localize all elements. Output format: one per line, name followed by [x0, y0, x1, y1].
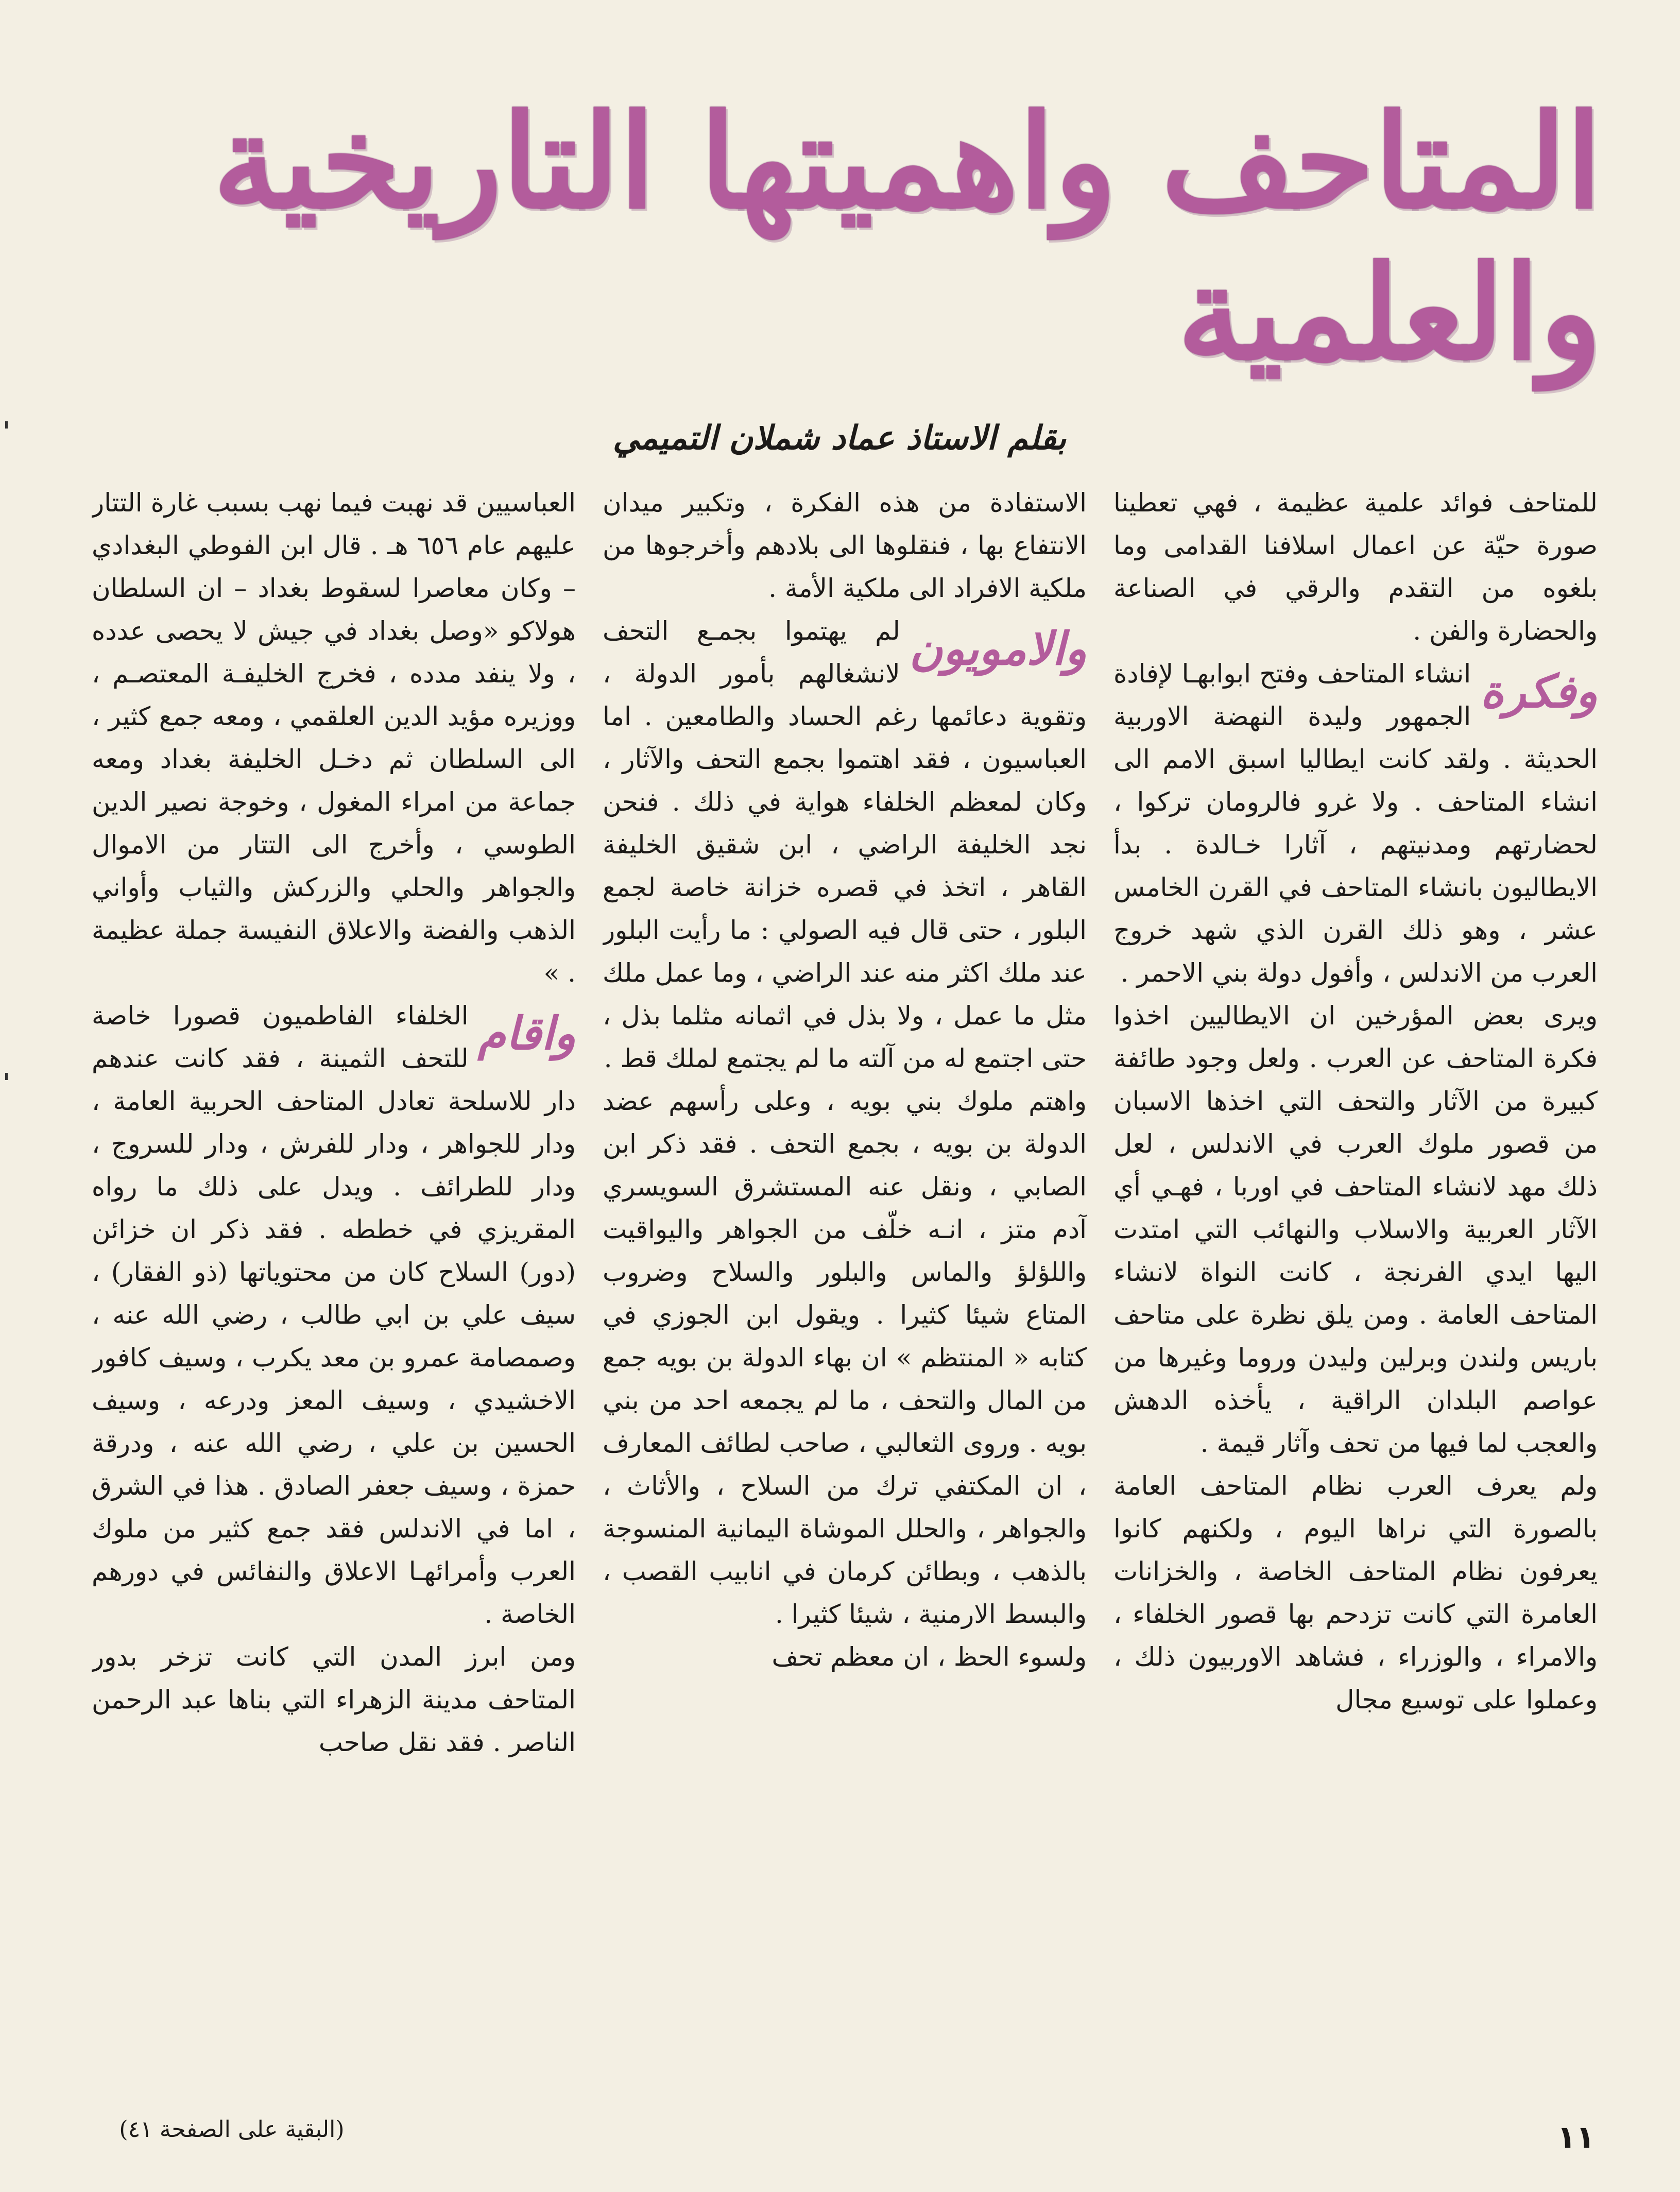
continuation-note: (البقية على الصفحة ٤١) [119, 2116, 345, 2143]
paragraph: ويرى بعض المؤرخين ان الايطاليين اخذوا فكرة المتاحف عن العرب . ولعل وجود طائفة كبيرة من الآثار والتحف التي اخذها الاسبان من قصور ملوك العرب في الاندلس ، لعل ذلك مهد لانشاء المتاحف في اوربا ، فهـي أي الآثار العربية والاسلاب والنهائب التي امتدت اليها ايدي الفرنجة ، كانت النواة لانشاء المتاحف العامة . ومن يلق نظرة على متاحف باريس ولندن وبرلين وليدن وروما وغيرها من عواصم البلدان الراقية ، يأخذه الدهش والعجب لما فيها من تحف وآثار قيمة . [1113, 1001, 1598, 1458]
article-title: المتاحف واهميتها التاريخية والعلمية [213, 85, 1602, 388]
article-byline: بقلم الاستاذ عماد شملان التميمي [612, 418, 1067, 457]
paragraph-text: الخلفاء الفاطميون قصورا خاصة للتحف الثمينة ، فقد كانت عندهم دار للاسلحة تعادل المتاحف الحربية العامة ، ودار للجواهر ، ودار للفرش ، ودار للسروج ، ودار للطرائف . ويدل على ذلك ما رواه المقريزي في خططه . فقد ذكر ان خزائن (دور) السلاح كان من محتوياتها (ذو الفقار) ، سيف علي بن ابي طالب ، رضي الله عنه ، وصمصامة عمرو بن معد يكرب ، وسيف كافور الاخشيدي ، وسيف المعز ودرعه ، وسيف الحسين بن علي ، رضي الله عنه ، ودرقة حمزة ، وسيف جعفر الصادق . هذا في الشرق ، اما في الاندلس فقد جمع كثير من ملوك العرب وأمرائهـا الاعلاق والنفائس في دورهم الخاصة . [92, 1001, 576, 1629]
page-number: ١١ [1557, 2119, 1595, 2155]
paragraph: الاستفادة من هذه الفكرة ، وتكبير ميدان الانتفاع بها ، فنقلوها الى بلادهم وأخرجوها من ملكية الافراد الى ملكية الأمة . [603, 488, 1087, 603]
side-heading: وفكرة [1480, 664, 1598, 718]
side-heading: واقام [477, 1006, 576, 1060]
article-column-1 [1113, 482, 1598, 2078]
paragraph [603, 610, 1087, 1080]
article-column-3 [92, 482, 576, 2078]
paragraph: ومن ابرز المدن التي كانت تزخر بدور المتاحف مدينة الزهراء التي بناها عبد الرحمن الناصر . فقد نقل صاحب [92, 1642, 576, 1757]
paragraph [1113, 653, 1598, 995]
article-column-2 [603, 482, 1087, 2078]
paragraph: للمتاحف فوائد علمية عظيمة ، فهي تعطينا صورة حيّة عن اعمال اسلافنا القدامى وما بلغوه من التقدم والرقي في الصناعة والحضارة والفن . [1113, 488, 1598, 646]
paragraph: ولسوء الحظ ، ان معظم تحف [772, 1642, 1087, 1672]
paragraph-text: انشاء المتاحف وفتح ابوابهـا لإفادة الجمهور وليدة النهضة الاوربية الحديثة . ولقد كانت ايطاليا اسبق الامم الى انشاء المتاحف . ولا غرو فالرومان تركوا ، لحضارتهم ومدنيتهم ، آثارا خـالدة . بدأ الايطاليون بانشاء المتاحف في القرن الخامس عشر ، وهو ذلك القرن الذي شهد خروج العرب من الاندلس ، وأفول دولة بني الاحمر . [1113, 659, 1598, 988]
paragraph-text: لم يهتموا بجمـع التحف لانشغالهم بأمور الدولة ، وتقوية دعائمها رغم الحساد والطامعين . اما العباسيون ، فقد اهتموا بجمع التحف والآثار ، وكان لمعظم الخلفاء هواية في ذلك . فنحن نجد الخليفة الراضي ، ابن شقيق الخليفة القاهر ، اتخذ في قصره خزانة خاصة لجمع البلور ، حتى قال فيه الصولي : ما رأيت البلور عند ملك اكثر منه عند الراضي ، وما عمل ملك مثل ما عمل ، ولا بذل في اثمانه مثلما بذل ، حتى اجتمع له من آلته ما لم يجتمع لملك قط . [603, 616, 1087, 1073]
margin-mark [5, 421, 8, 429]
paragraph: ولم يعرف العرب نظام المتاحف العامة بالصورة التي نراها اليوم ، ولكنهم كانوا يعرفون نظام المتاحف الخاصة ، والخزانات العامرة التي كانت تزدحم بها قصور الخلفاء ، والامراء ، والوزراء ، فشاهد الاوربيون ذلك ، وعملوا على توسيع مجال [1113, 1471, 1598, 1715]
side-heading: والامويون [909, 622, 1087, 675]
paragraph: العباسيين قد نهبت فيما نهب بسبب غارة التتار عليهم عام ٦٥٦ هـ . قال ابن الفوطي البغدادي – وكان معاصرا لسقوط بغداد – ان السلطان هولاكو «وصل بغداد في جيش لا يحصى عدده ، ولا ينفد مدده ، فخرج الخليفـة المعتصـم ، ووزيره مؤيد الدين العلقمي ، ومعه جمع كثير ، الى السلطان ثم دخـل الخليفة بغداد ومعه جماعة من امراء المغول ، وخوجة نصير الدين الطوسي ، وأخرج الى التتار من الاموال والجواهر والحلي والزركش والثياب وأواني الذهب والفضة والاعلاق النفيسة جملة عظيمة . » [92, 488, 576, 988]
paragraph [92, 995, 576, 1636]
margin-mark [5, 1073, 8, 1080]
paragraph: واهتم ملوك بني بويه ، وعلى رأسهم عضد الدولة بن بويه ، بجمع التحف . فقد ذكر ابن الصابي ، ونقل عنه المستشرق السويسري آدم متز ، انـه خلّف من الجواهر واليواقيت واللؤلؤ والماس والبلور والسلاح وضروب المتاع شيئا كثيرا . ويقول ابن الجوزي في كتابه « المنتظم » ان بهاء الدولة بن بويه جمع من المال والتحف ، ما لم يجمعه احد من بني بويه . وروى الثعالبي ، صاحب لطائف المعارف ، ان المكتفي ترك من السلاح ، والأثاث ، والجواهر ، والحلل الموشاة اليمانية المنسوجة بالذهب ، وبطائن كرمان في انابيب القصب ، والبسط الارمنية ، شيئا كثيرا . [603, 1086, 1087, 1629]
